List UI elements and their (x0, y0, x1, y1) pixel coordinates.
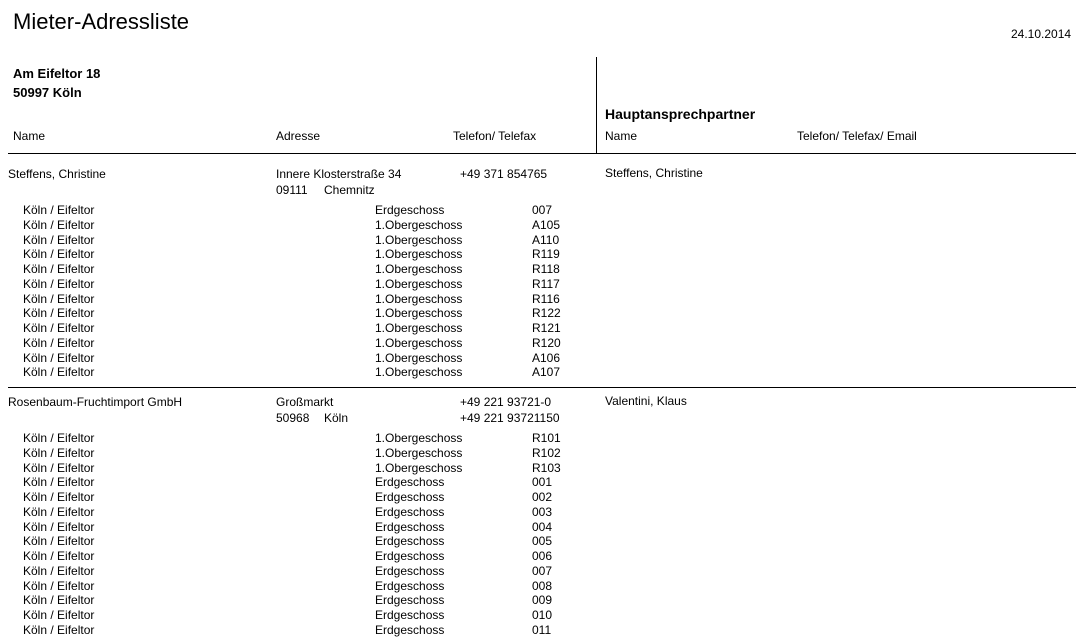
unit-floor: 1.Obergeschoss (375, 460, 463, 475)
unit-row (0, 564, 1088, 579)
unit-room: A106 (532, 350, 561, 365)
unit-room: R103 (532, 460, 561, 475)
unit-room: R120 (532, 335, 561, 350)
unit-floor: 1.Obergeschoss (375, 217, 463, 232)
unit-location: Köln / Eifeltor (23, 490, 95, 504)
unit-location: Köln / Eifeltor (23, 232, 95, 247)
tenant-phone: +49 371 854765 (460, 167, 548, 181)
unit-room: A110 (532, 232, 560, 247)
tenant-city: Köln (324, 411, 349, 425)
unit-floor: 1.Obergeschoss (375, 276, 463, 291)
tenant-contact: Valentini, Klaus (605, 394, 687, 408)
tenant-zip: 50968 (276, 411, 310, 425)
unit-location: Köln / Eifeltor (23, 622, 95, 637)
unit-location: Köln / Eifeltor (23, 593, 95, 608)
unit-row (0, 446, 1088, 461)
unit-floor: Erdgeschoss (375, 504, 445, 519)
unit-location: Köln / Eifeltor (23, 549, 95, 563)
property-city: 50997 Köln (13, 85, 82, 100)
column-header-phone: Telefon/ Telefax (453, 129, 537, 143)
unit-floor: Erdgeschoss (375, 563, 445, 578)
unit-floor: 1.Obergeschoss (375, 262, 463, 276)
tenant-phone: +49 221 93721-0 (460, 395, 552, 409)
unit-room: R121 (532, 321, 561, 335)
unit-room: R122 (532, 306, 561, 321)
unit-location: Köln / Eifeltor (23, 608, 95, 622)
unit-location: Köln / Eifeltor (23, 563, 95, 578)
unit-location: Köln / Eifeltor (23, 335, 95, 350)
unit-room: R101 (532, 431, 561, 445)
unit-row (0, 520, 1088, 535)
unit-row (0, 277, 1088, 292)
unit-floor: 1.Obergeschoss (375, 431, 463, 445)
unit-room: 001 (532, 475, 553, 490)
unit-location: Köln / Eifeltor (23, 321, 95, 335)
unit-room: R118 (532, 262, 560, 276)
unit-row (0, 623, 1088, 638)
header-divider (596, 57, 597, 154)
column-header-address: Adresse (276, 129, 321, 143)
unit-row (0, 218, 1088, 233)
unit-floor: 1.Obergeschoss (375, 291, 463, 306)
unit-floor: 1.Obergeschoss (375, 350, 463, 365)
unit-room: 007 (532, 203, 553, 217)
unit-row (0, 534, 1088, 549)
unit-location: Köln / Eifeltor (23, 445, 95, 460)
unit-floor: Erdgeschoss (375, 203, 445, 217)
unit-room: R119 (532, 247, 560, 262)
report-date: 24.10.2014 (1011, 27, 1072, 41)
unit-row (0, 490, 1088, 505)
unit-location: Köln / Eifeltor (23, 534, 95, 549)
unit-location: Köln / Eifeltor (23, 460, 95, 475)
unit-floor: Erdgeschoss (375, 534, 445, 549)
unit-floor: Erdgeschoss (375, 475, 445, 490)
unit-location: Köln / Eifeltor (23, 203, 95, 217)
column-header-contact-phone: Telefon/ Telefax/ Email (797, 129, 917, 143)
unit-room: R102 (532, 445, 561, 460)
unit-location: Köln / Eifeltor (23, 431, 95, 445)
unit-room: A105 (532, 217, 561, 232)
unit-row (0, 365, 1088, 380)
unit-room: 005 (532, 534, 553, 549)
unit-floor: Erdgeschoss (375, 490, 445, 504)
unit-row (0, 233, 1088, 248)
unit-row (0, 306, 1088, 321)
unit-location: Köln / Eifeltor (23, 306, 95, 321)
contact-header: Hauptansprechpartner (605, 106, 756, 122)
unit-row (0, 262, 1088, 277)
tenant-name: Steffens, Christine (8, 167, 106, 181)
unit-row (0, 593, 1088, 608)
unit-room: 006 (532, 549, 553, 563)
unit-room: A107 (532, 365, 561, 380)
unit-floor: 1.Obergeschoss (375, 306, 463, 321)
unit-floor: 1.Obergeschoss (375, 365, 463, 380)
unit-location: Köln / Eifeltor (23, 475, 95, 490)
unit-room: 004 (532, 519, 553, 534)
unit-floor: Erdgeschoss (375, 549, 445, 563)
unit-row (0, 336, 1088, 351)
unit-location: Köln / Eifeltor (23, 350, 95, 365)
unit-room: 008 (532, 578, 553, 593)
unit-location: Köln / Eifeltor (23, 276, 95, 291)
unit-floor: Erdgeschoss (375, 519, 445, 534)
tenant-street: Großmarkt (276, 395, 334, 409)
unit-floor: 1.Obergeschoss (375, 232, 463, 247)
unit-floor: 1.Obergeschoss (375, 335, 463, 350)
unit-floor: 1.Obergeschoss (375, 247, 463, 262)
report-title: Mieter-Adressliste (13, 9, 190, 34)
tenant-city: Chemnitz (324, 183, 375, 197)
unit-room: 002 (532, 490, 553, 504)
unit-room: 009 (532, 593, 553, 608)
unit-row (0, 431, 1088, 446)
tenant-contact: Steffens, Christine (605, 166, 703, 180)
tenant-zip: 09111 (276, 183, 308, 197)
unit-location: Köln / Eifeltor (23, 578, 95, 593)
unit-floor: Erdgeschoss (375, 578, 445, 593)
header-rule (8, 153, 1076, 154)
unit-room: 011 (532, 622, 552, 637)
unit-row (0, 247, 1088, 262)
unit-location: Köln / Eifeltor (23, 217, 95, 232)
column-header-name: Name (13, 129, 46, 143)
unit-room: 010 (532, 608, 553, 622)
unit-row (0, 608, 1088, 623)
unit-row (0, 321, 1088, 336)
unit-location: Köln / Eifeltor (23, 262, 95, 276)
tenant-street: Innere Klosterstraße 34 (276, 167, 402, 181)
unit-floor: 1.Obergeschoss (375, 445, 463, 460)
unit-location: Köln / Eifeltor (23, 365, 95, 380)
unit-location: Köln / Eifeltor (23, 291, 95, 306)
unit-row (0, 475, 1088, 490)
unit-row (0, 292, 1088, 307)
unit-room: R116 (532, 291, 560, 306)
unit-row (0, 579, 1088, 594)
tenant-separator (8, 387, 1076, 388)
unit-location: Köln / Eifeltor (23, 504, 95, 519)
unit-floor: Erdgeschoss (375, 593, 445, 608)
unit-row (0, 549, 1088, 564)
unit-room: 007 (532, 563, 553, 578)
unit-floor: Erdgeschoss (375, 622, 445, 637)
tenant-fax: +49 221 93721150 (460, 411, 560, 425)
tenant-name: Rosenbaum-Fruchtimport GmbH (8, 395, 183, 409)
unit-row (0, 505, 1088, 520)
unit-room: 003 (532, 504, 553, 519)
unit-floor: Erdgeschoss (375, 608, 445, 622)
unit-row (0, 203, 1088, 218)
unit-row (0, 351, 1088, 366)
unit-room: R117 (532, 276, 560, 291)
unit-location: Köln / Eifeltor (23, 519, 95, 534)
unit-location: Köln / Eifeltor (23, 247, 95, 262)
unit-row (0, 461, 1088, 476)
unit-floor: 1.Obergeschoss (375, 321, 463, 335)
property-street: Am Eifeltor 18 (13, 66, 101, 81)
column-header-contact-name: Name (605, 129, 638, 143)
